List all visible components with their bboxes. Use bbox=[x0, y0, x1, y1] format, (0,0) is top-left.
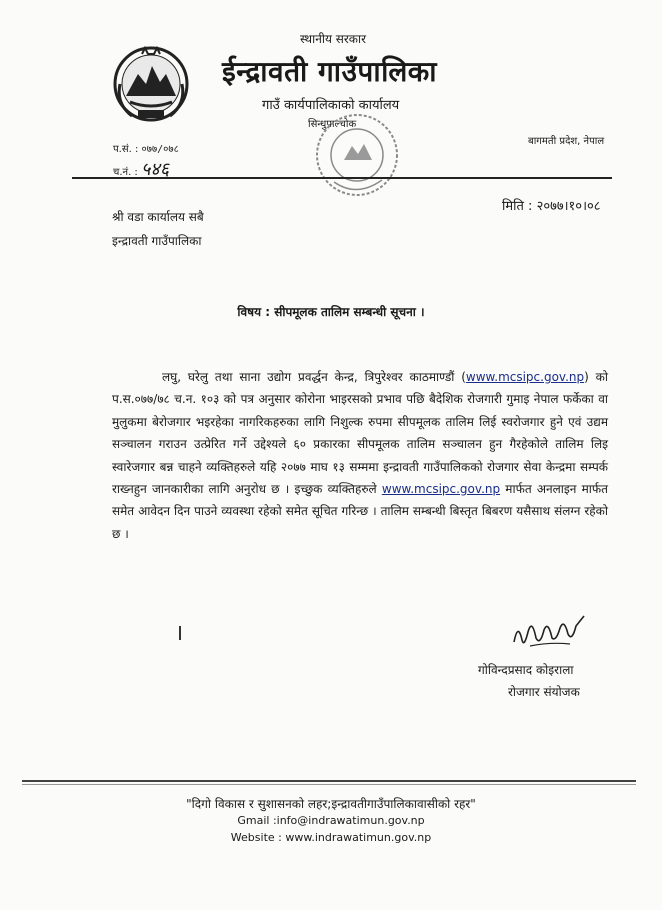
footer-divider bbox=[22, 780, 636, 782]
ink-mark-icon bbox=[176, 626, 184, 640]
body-link2[interactable]: www.mcsipc.gov.np bbox=[381, 482, 501, 497]
header-divider bbox=[72, 177, 612, 179]
nepal-emblem-icon bbox=[112, 44, 190, 124]
signatory-name: गोविन्दप्रसाद कोइराला bbox=[478, 663, 574, 677]
date-label: मिति : bbox=[502, 199, 533, 214]
letter-date bbox=[502, 196, 601, 214]
body-part1: लघु, घरेलु तथा साना उद्योग प्रवर्द्धन केन्द्र, त्रिपुरेश्वर काठमाण्डौं ( bbox=[162, 370, 466, 384]
footer-website[interactable]: Website : www.indrawatimun.gov.np bbox=[230, 831, 432, 844]
ps-value: ०७७/०७८ bbox=[141, 144, 179, 155]
footer-divider-thin bbox=[22, 784, 636, 785]
municipality-title: ईन्द्रावती गाउँपालिका bbox=[222, 55, 438, 88]
addressee-line1: श्री वडा कार्यालय सबै bbox=[112, 210, 204, 224]
footer-slogan: "दिगो विकास र सुशासनको लहर;इन्द्रावतीगाउँपालिकावासीको रहर" bbox=[186, 797, 476, 811]
body-part2: ) को प.स.०७७/७८ च.न. १०३ को पत्र अनुसार कोरोना भाइरसको प्रभाव पछि बैदेशिक रोजगारी गुमाइ नेपाल फर्केका वा मुलुकमा बेरोजगार भइरहेका नागरिकहरुका लागि निशुल्क रुपमा सीपमूलक तालिम लिई स्वरोजगार हुने एवं उद्यम सञ्चालन गराउन उत्प्रेरित गर्ने उद्देश्यले ६० प्रकारका सीपमूलक तालिम सञ्चालन हुन गैरहेकोले तालिम लिइ स्वारेजगार बन्न चाहने व्यक्तिहरुले यहि २०७७ माघ १३ सम्ममा इन्द्रावती गाउँपालिकको रोजगार सेवा केन्द्रमा सम्पर्क राख्नहुन जानकारीका लागि अनुरोध छ । इच्छुक व्यक्तिहरुले bbox=[112, 370, 608, 497]
chn-label: च.नं. : bbox=[113, 167, 138, 178]
office-stamp-icon bbox=[312, 110, 402, 200]
addressee-line2: इन्द्रावती गाउँपालिका bbox=[112, 234, 202, 248]
reference-ps bbox=[113, 141, 179, 155]
district-name: सिन्धुपाल्चोक bbox=[308, 119, 357, 130]
subject-line: विषय : सीपमूलक तालिम सम्बन्धी सूचना । bbox=[237, 305, 425, 319]
province-label: बागमती प्रदेश, नेपाल bbox=[528, 136, 605, 147]
office-name: गाउँ कार्यपालिकाको कार्यालय bbox=[262, 98, 400, 113]
chn-value: ५४६ bbox=[141, 159, 170, 180]
notice-body bbox=[112, 366, 608, 545]
body-link1[interactable]: www.mcsipc.gov.np bbox=[465, 370, 585, 384]
date-value: २०७७।१०।०८ bbox=[536, 199, 601, 214]
ps-label: प.सं. : bbox=[113, 144, 139, 155]
footer-email[interactable]: Gmail :info@indrawatimun.gov.np bbox=[237, 814, 425, 827]
body-part3: मार्फत अनलाइन मार्फत समेत आवेदन दिन पाउने व्यवस्था रहेको समेत सूचित गरिन्छ । तालिम सम्बन्धी बिस्तृत बिबरण यसैसाथ संलग्न रहेको छ । bbox=[112, 482, 608, 541]
government-label: स्थानीय सरकार bbox=[300, 32, 366, 46]
signature-icon bbox=[510, 612, 590, 652]
signatory-title: रोजगार संयोजक bbox=[508, 685, 580, 699]
